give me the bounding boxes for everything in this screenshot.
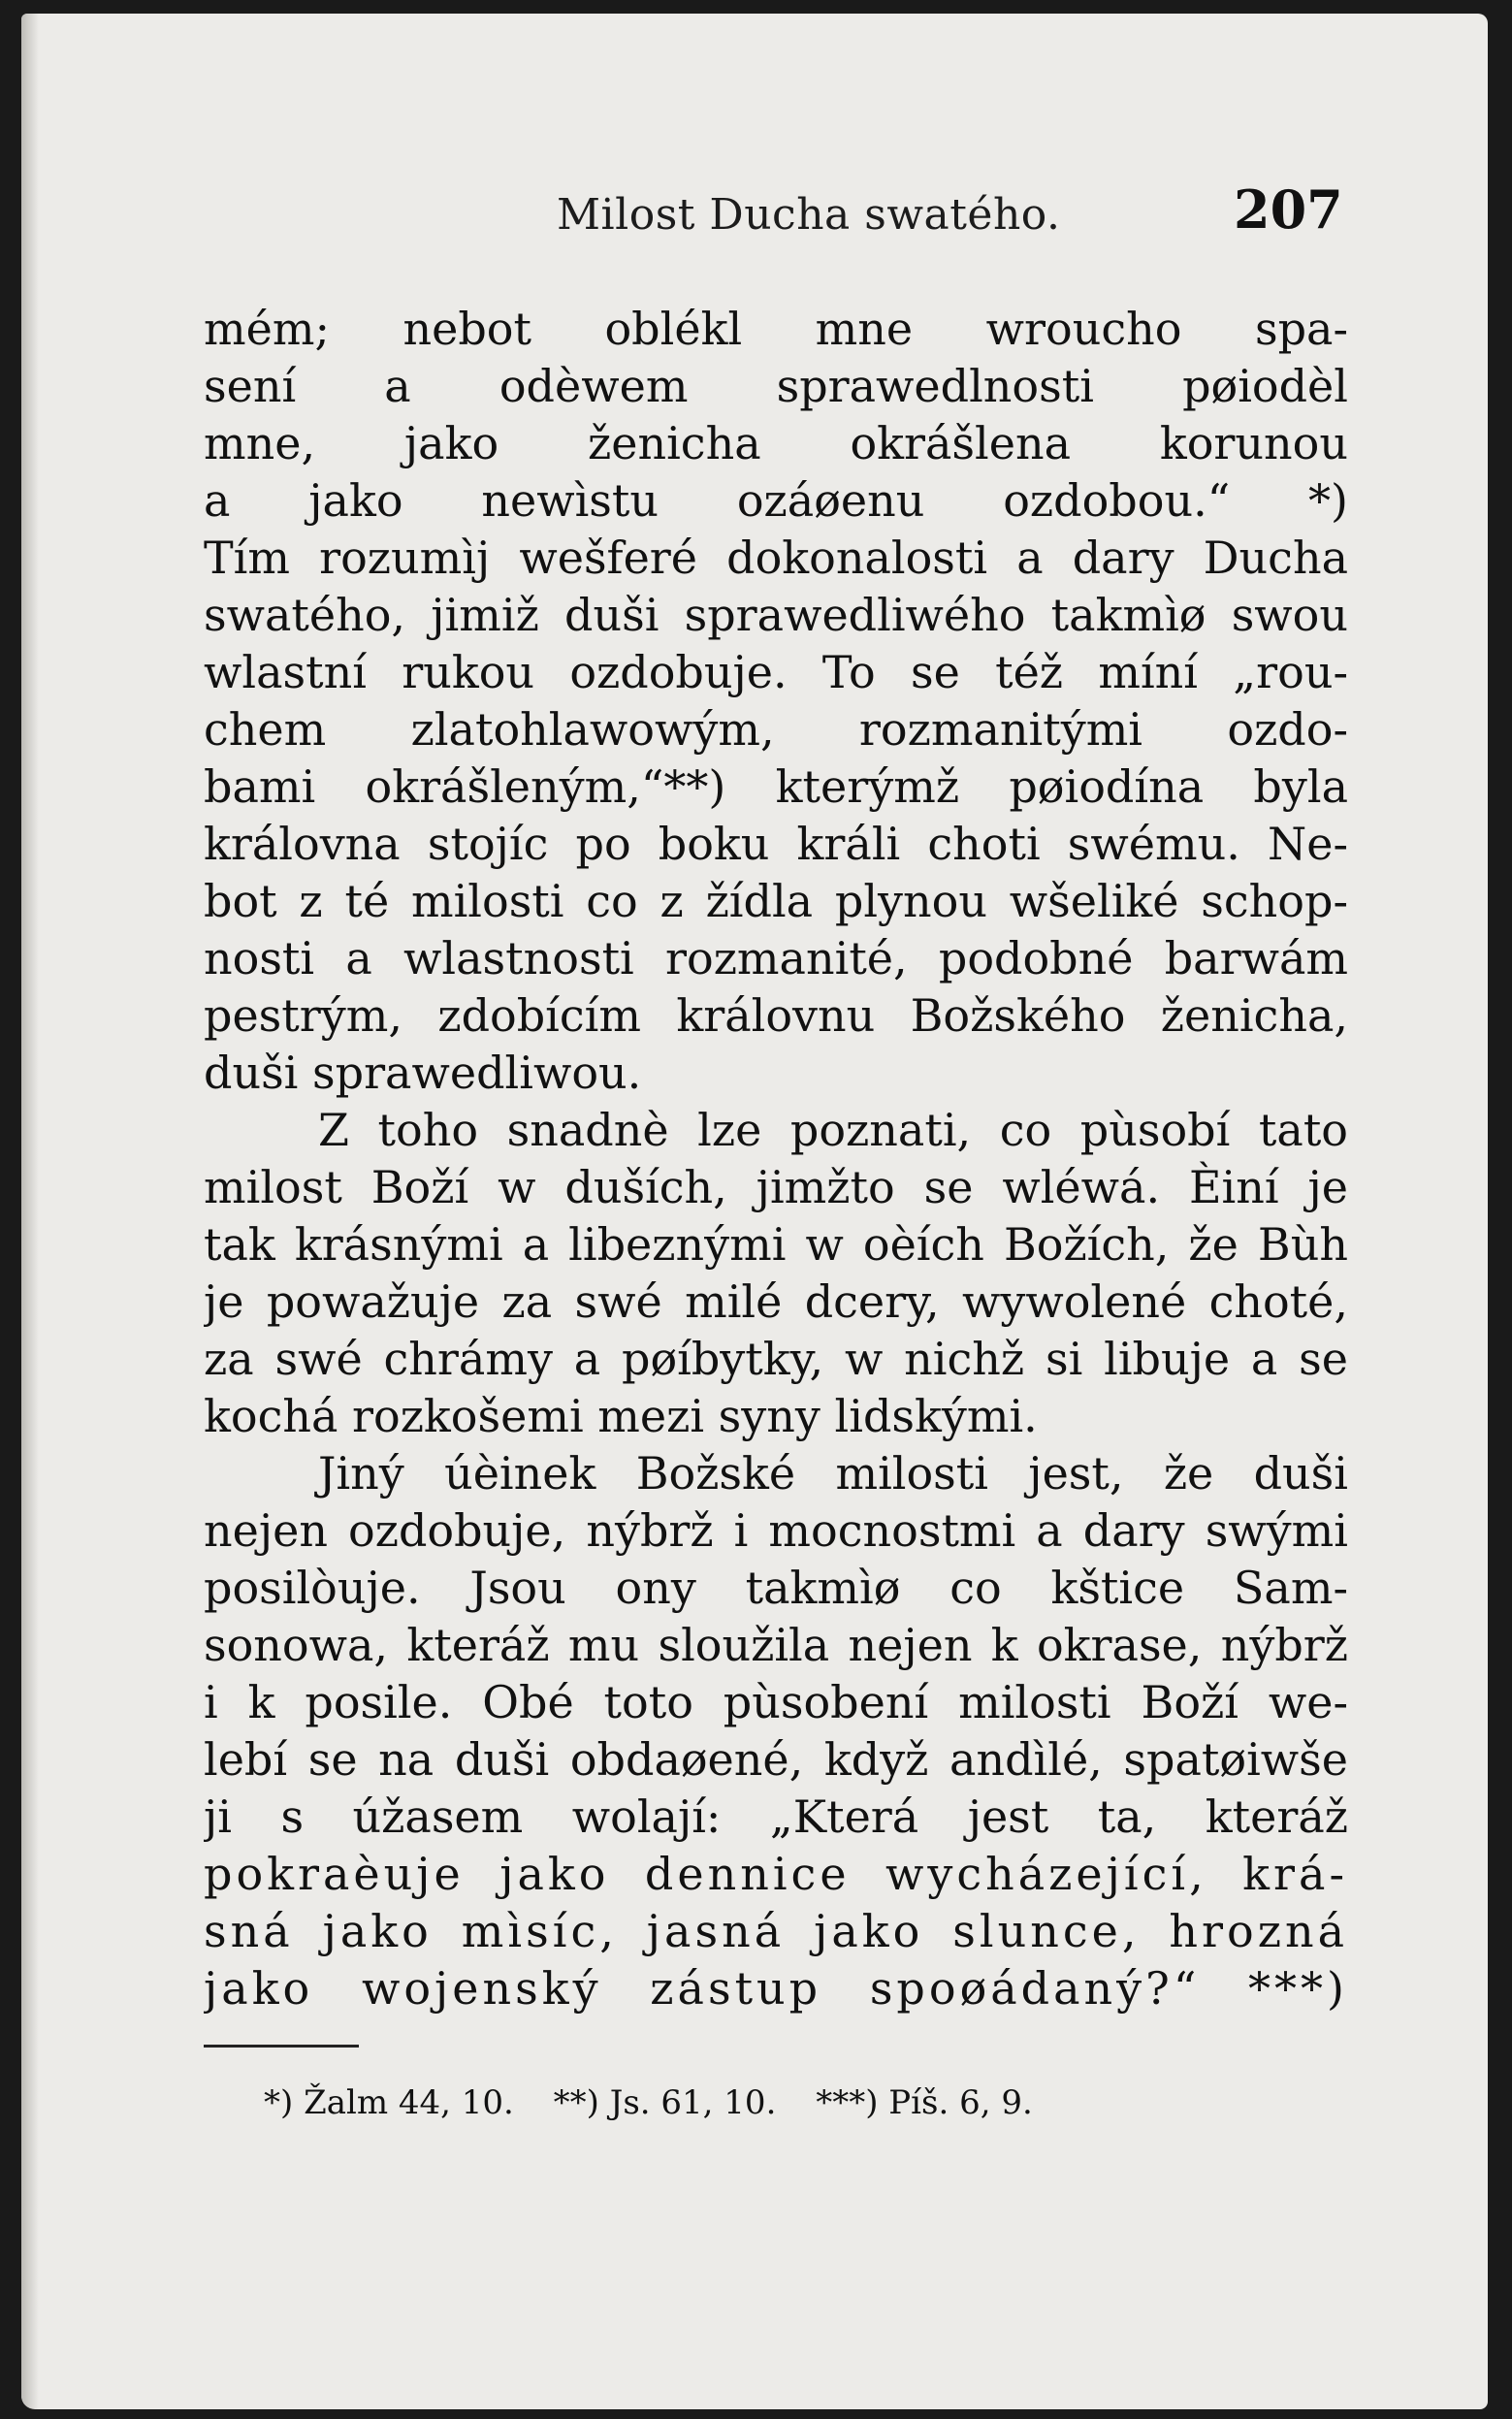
text-line: jako wojenský zástup spoøádaný?“ ***) [204,1962,1348,2015]
text-line: Jiný úèinek Božské milosti jest, že duši [318,1447,1348,1500]
footnote: *) Žalm 44, 10. [264,2083,514,2122]
text-line: pestrým, zdobícím královnu Božského ženicha, [204,989,1348,1042]
text-line: tak krásnými a libeznými w oèích Božích, že Bùh [204,1218,1348,1271]
text-line: mém; nebot oblékl mne wroucho spa- [204,303,1348,355]
running-head: Milost Ducha swatého. [557,190,1061,240]
book-page [21,14,1488,2409]
footnote-rule [204,2045,359,2048]
footnote: **) Js. 61, 10. [553,2083,777,2122]
text-line: chem zlatohlawowým, rozmanitými ozdo- [204,703,1348,756]
text-line: bami okrášleným,“**) kterýmž pøiodína byla [204,760,1348,813]
text-line: bot z té milosti co z žídla plynou wšeliké schop- [204,875,1348,927]
text-line: lebí se na duši obdaøené, když andìlé, spatøiwše [204,1733,1348,1786]
text-line: mne, jako ženicha okrášlena korunou [204,417,1348,469]
text-line: Tím rozumìj wešferé dokonalosti a dary Ducha [204,532,1348,584]
text-line: duši sprawedliwou. [204,1047,642,1099]
footnotes [264,2083,1062,2122]
text-line: i k posile. Obé toto pùsobení milosti Boží we- [204,1676,1348,1728]
text-line: sonowa, kteráž mu sloužila nejen k okrase, nýbrž [204,1619,1348,1671]
text-line: kochá rozkošemi mezi syny lidskými. [204,1390,1038,1442]
body-text [204,301,1348,2017]
text-line: ji s úžasem wolají: „Která jest ta, kteráž [204,1790,1348,1843]
text-line: a jako newìstu ozáøenu ozdobou.“ *) [204,474,1348,527]
text-line: wlastní rukou ozdobuje. To se též míní „rou- [204,646,1348,698]
text-line: sná jako mìsíc, jasná jako slunce, hrozná [204,1905,1348,1957]
text-line: královna stojíc po boku králi choti swému. Ne- [204,818,1348,870]
text-line: nejen ozdobuje, nýbrž i mocnostmi a dary swými [204,1504,1348,1557]
text-line: Z toho snadnè lze poznati, co pùsobí tato [318,1104,1348,1156]
page-number: 207 [1234,178,1343,241]
footnote: ***) Píš. 6, 9. [816,2083,1033,2122]
page-header [21,178,1488,246]
text-line: je powažuje za swé milé dcery, wywolené choté, [204,1275,1348,1328]
text-line: milost Boží w duších, jimžto se wléwá. Èiní je [204,1161,1348,1213]
text-line: za swé chrámy a pøíbytky, w nichž si libuje a se [204,1333,1348,1385]
text-line: posilòuje. Jsou ony takmìø co kštice Sam- [204,1562,1348,1614]
text-line: sení a odèwem sprawedlnosti pøiodèl [204,360,1348,412]
text-line: nosti a wlastnosti rozmanité, podobné barwám [204,932,1348,984]
text-line: swatého, jimiž duši sprawedliwého takmìø swou [204,589,1348,641]
page-edge-shadow [21,14,39,2409]
text-line: pokraèuje jako dennice wycházející, krá- [204,1848,1348,1900]
